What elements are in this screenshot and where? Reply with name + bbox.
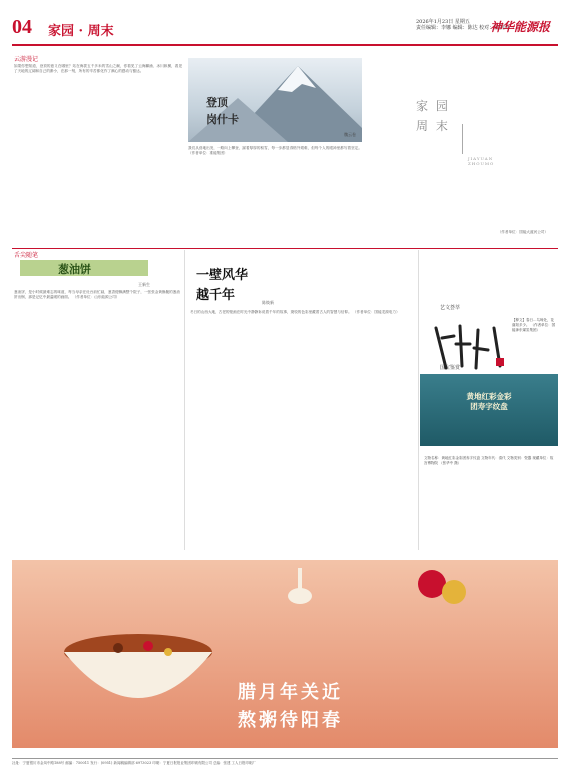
article-author: 魏云卷 <box>344 132 356 137</box>
jiayuan-en <box>468 156 494 166</box>
cong-title-bar <box>20 260 148 276</box>
center-byline: （作者单位：国能龙源电力） <box>352 310 400 314</box>
column-divider-1 <box>184 250 185 550</box>
spoon-illustration <box>282 566 322 606</box>
jiayuan-cn-line2: 周 末 <box>416 119 450 133</box>
header-rule <box>12 44 558 46</box>
center-body <box>190 310 414 546</box>
article-body-right-text: 我们从营地出发，一路向上攀登，踩着厚厚的积雪，每一步都显得格外艰难，但每个人的眼神里都写着坚定。 <box>188 146 362 150</box>
column-divider-2 <box>418 250 419 550</box>
jiayuan-cn <box>416 96 450 136</box>
center-title-line1: 一壁风华 <box>196 268 249 283</box>
shuhua-author: （作者单位：国能神东煤炭集团） <box>512 323 556 332</box>
masthead-logo: 神华能源报 <box>490 20 551 34</box>
byline-right: （作者单位：国能大渡河公司） <box>497 230 548 234</box>
page-header <box>12 16 558 42</box>
page-number: 04 <box>12 16 32 38</box>
article-byline-top: （作者单位：准能集团） <box>188 151 228 156</box>
jiayuan-en-line2: ZHOUMO <box>468 161 495 166</box>
cong-author: 王新生 <box>138 282 150 287</box>
cong-body-text: 葱油饼，是小时候最难忘的味道，每当母亲在灶台前忙碌，葱香便飘满整个院子，一张张金黄酥脆的葱油饼出锅，那是记忆中最温暖的画面。 <box>14 290 180 300</box>
article-body-center <box>188 146 362 252</box>
cong-byline: （作者单位：山东能源公司） <box>72 295 120 300</box>
column-label-cong: 舌尖随笔 <box>14 252 39 259</box>
cong-title: 葱油饼 <box>58 263 91 276</box>
page-footer: 社址：宁夏银川市金凤中路188号 邮编：750011 发行：(0951) 新闻稿编辑部 6973023 印刷：宁夏日报报业集团印刷有限公司 总编：张建 工人日报印刷厂 <box>12 758 558 768</box>
jiayuan-divider <box>462 124 463 154</box>
jiayuan-zhoumo-block <box>378 58 548 242</box>
guobao-caption-text: 文物名称：黄地红彩金彩团寿字纹盘 文物年代：清代 文物类别：瓷器 现藏单位：故宫博物院 <box>424 456 554 465</box>
guobao-caption <box>424 456 554 466</box>
center-title-line2: 越千年 <box>196 288 236 303</box>
article-title-line1: 登顶 <box>206 96 228 109</box>
cong-body <box>14 290 180 546</box>
center-body-text: 冬日的山西大地，古老的壁画在时光中静静诉说着千年的故事，斑驳的色彩里藏着古人的智慧与信仰。 <box>190 310 352 314</box>
article-title <box>206 94 239 128</box>
guobao-image <box>420 374 558 446</box>
section-title: 家园 · 周末 <box>48 24 114 39</box>
shuhua-caption-text: 【释文】春日…鸟啼处，花落知多少。 <box>512 318 554 327</box>
section-divider <box>12 248 558 249</box>
article-title-line2: 岗什卡 <box>206 113 239 126</box>
banner-headline-2: 熬粥待阳春 <box>238 710 343 731</box>
shuhua-caption <box>512 318 556 333</box>
porridge-bowl-illustration <box>58 614 218 718</box>
center-title <box>196 266 248 306</box>
guobao-title-line2: 团寿字纹盘 <box>470 402 508 411</box>
date-line-1: 2026年1月23日 星期五 <box>416 19 470 25</box>
guobao-title-line1: 黄地红彩金彩 <box>466 392 512 401</box>
center-author: 陈焕新 <box>262 300 274 305</box>
laba-banner <box>12 560 558 748</box>
decoration-fans <box>412 564 472 614</box>
jiayuan-en-line1: JIAYUAN <box>468 156 494 161</box>
guobao-label: 国宝鉴赏 <box>440 365 461 371</box>
guobao-source: （张华中 摄） <box>439 461 462 465</box>
mountain-illustration <box>188 58 362 142</box>
shuhua-label: 艺文荟萃 <box>440 305 461 311</box>
date-line-2: 责任编辑：李娜 编辑：陈达 校对：陈剑鸿 <box>416 25 510 31</box>
banner-headline-1: 腊月年关近 <box>238 682 343 703</box>
guobao-title <box>434 392 544 412</box>
column-label-top: 云游漫记 <box>14 56 39 63</box>
jiayuan-cn-line1: 家 园 <box>416 99 450 113</box>
article-body-left: 如果你想知道，登顶的意义在哪里？站在海拔五千多米的雪山之巅，你看见了云海翻涌、冰川纵横，看见了天地的辽阔和自己的渺小，在那一刻，所有的辛苦都化作了满心的感动与豁达。 <box>14 64 182 74</box>
